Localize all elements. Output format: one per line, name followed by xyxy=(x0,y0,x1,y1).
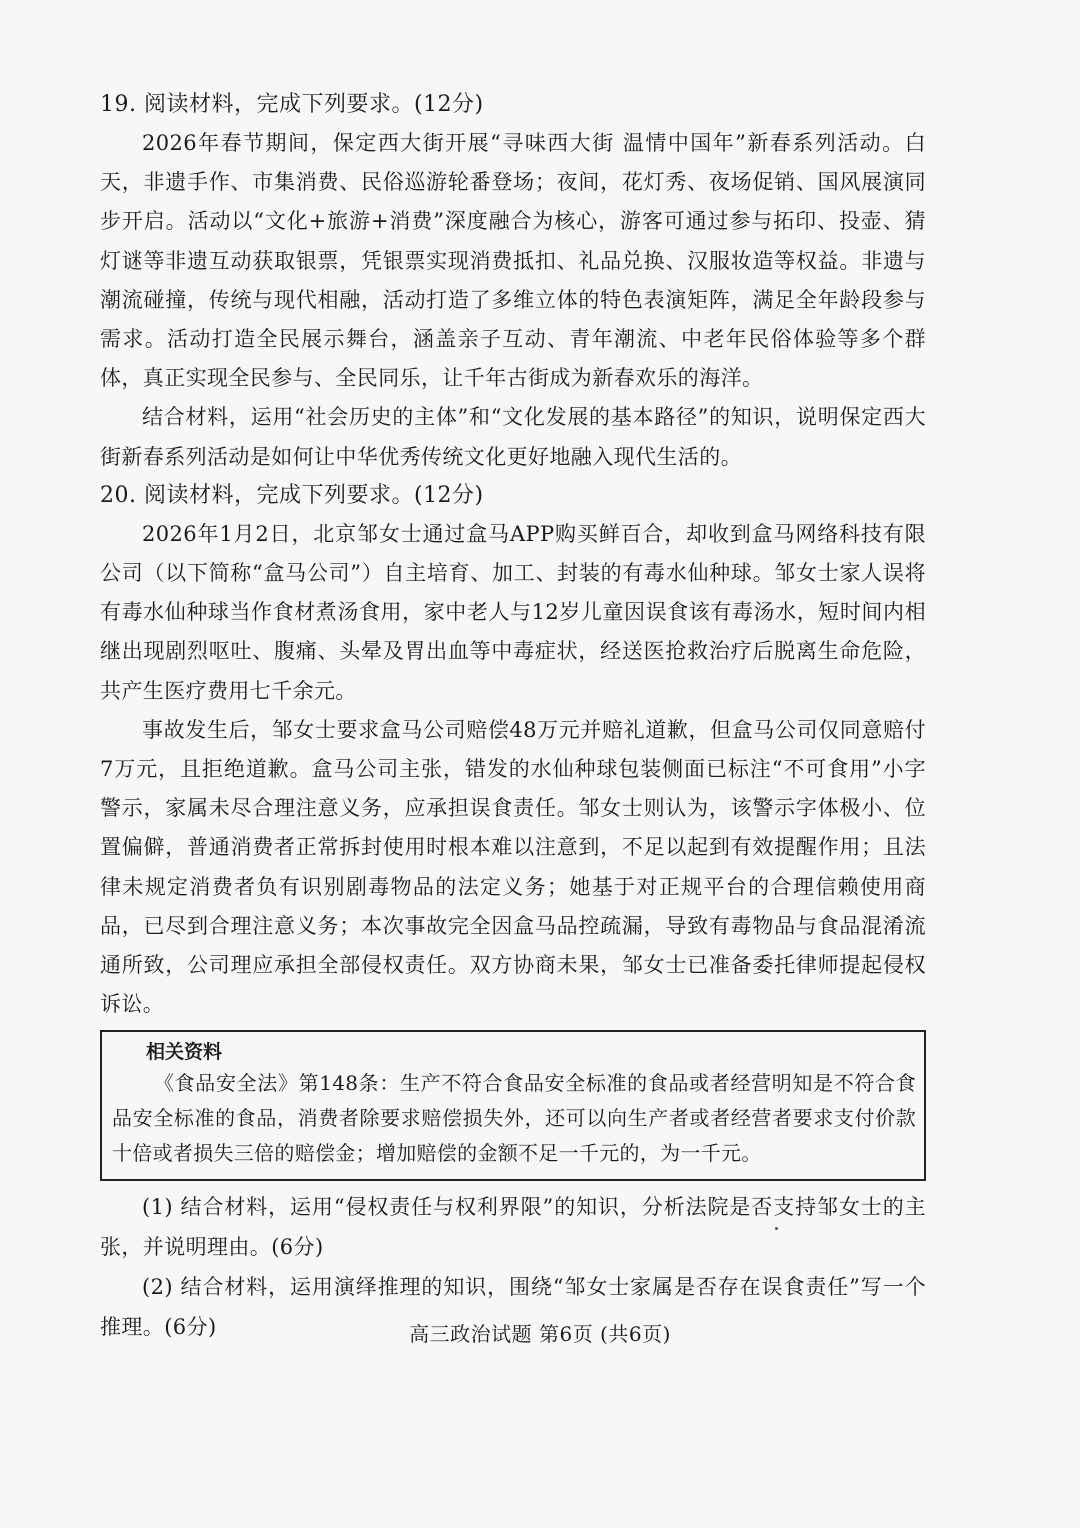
question-19-material: 2026年春节期间，保定西大街开展“寻味西大街 温情中国年”新春系列活动。白天，非遗手作、市集消费、民俗巡游轮番登场；夜间，花灯秀、夜场促销、国风展演同步开启。活动以“文化+旅游+消费”深度融合为核心，游客可通过参与拓印、投壶、猜灯谜等非遗互动获取银票，凭银票实现消费抵扣、礼品兑换、汉服妆造等权益。非遗与潮流碰撞，传统与现代相融，活动打造了多维立体的特色表演矩阵，满足全年龄段参与需求。活动打造全民展示舞台，涵盖亲子互动、青年潮流、中老年民俗体验等多个群体，真正实现全民参与、全民同乐，让千年古街成为新春欢乐的海洋。 xyxy=(100,131,926,391)
exam-page xyxy=(100,86,926,1347)
question-20-material-2: 事故发生后，邹女士要求盒马公司赔偿48万元并赔礼道歉，但盒马公司仅同意赔付7万元，且拒绝道歉。盒马公司主张，错发的水仙种球包装侧面已标注“不可食用”小字警示，家属未尽合理注意义务，应承担误食责任。邹女士则认为，该警示字体极小、位置偏僻，普通消费者正常拆封使用时根本难以注意到，不足以起到有效提醒作用；且法律未规定消费者负有识别剧毒物品的法定义务；她基于对正规平台的合理信赖使用商品，已尽到合理注意义务；本次事故完全因盒马品控疏漏，导致有毒物品与食品混淆流通所致，公司理应承担全部侵权责任。双方协商未果，邹女士已准备委托律师提起侵权诉讼。 xyxy=(100,717,926,1017)
scan-speck xyxy=(775,1227,778,1230)
question-20-title: 20. 阅读材料，完成下列要求。(12分) xyxy=(100,482,484,508)
question-19-prompt: 结合材料，运用“社会历史的主体”和“文化发展的基本路径”的知识，说明保定西大街新春系列活动是如何让中华优秀传统文化更好地融入现代生活的。 xyxy=(100,405,926,469)
question-19 xyxy=(100,86,926,477)
question-19-title: 19. 阅读材料，完成下列要求。(12分) xyxy=(100,92,484,117)
sub-question-1: (1) 结合材料，运用“侵权责任与权利界限”的知识，分析法院是否支持邹女士的主张，并说明理由。(6分) xyxy=(100,1195,926,1260)
question-20 xyxy=(100,477,926,1348)
page-footer: 高三政治试题 第6页 (共6页) xyxy=(409,1322,671,1346)
related-materials-text: 《食品安全法》第148条：生产不符合食品安全标准的食品或者经营明知是不符合食品安全标准的食品，消费者除要求赔偿损失外，还可以向生产者或者经营者要求支付价款十倍或者损失三倍的赔偿金；增加赔偿的金额不足一千元的，为一千元。 xyxy=(112,1071,916,1166)
related-materials-title: 相关资料 xyxy=(146,1041,223,1064)
sub-question-2: (2) 结合材料，运用演绎推理的知识，围绕“邹女士家属是否存在误食责任”写一个推理。(6分) xyxy=(100,1275,926,1340)
question-20-material-1: 2026年1月2日，北京邹女士通过盒马APP购买鲜百合，却收到盒马网络科技有限公司（以下简称“盒马公司”）自主培育、加工、封装的有毒水仙种球。邹女士家人误将有毒水仙种球当作食材煮汤食用，家中老人与12岁儿童因误食该有毒汤水，短时间内相继出现剧烈呕吐、腹痛、头晕及胃出血等中毒症状，经送医抢救治疗后脱离生命危险，共产生医疗费用七千余元。 xyxy=(100,521,926,703)
related-materials-box xyxy=(100,1030,926,1181)
